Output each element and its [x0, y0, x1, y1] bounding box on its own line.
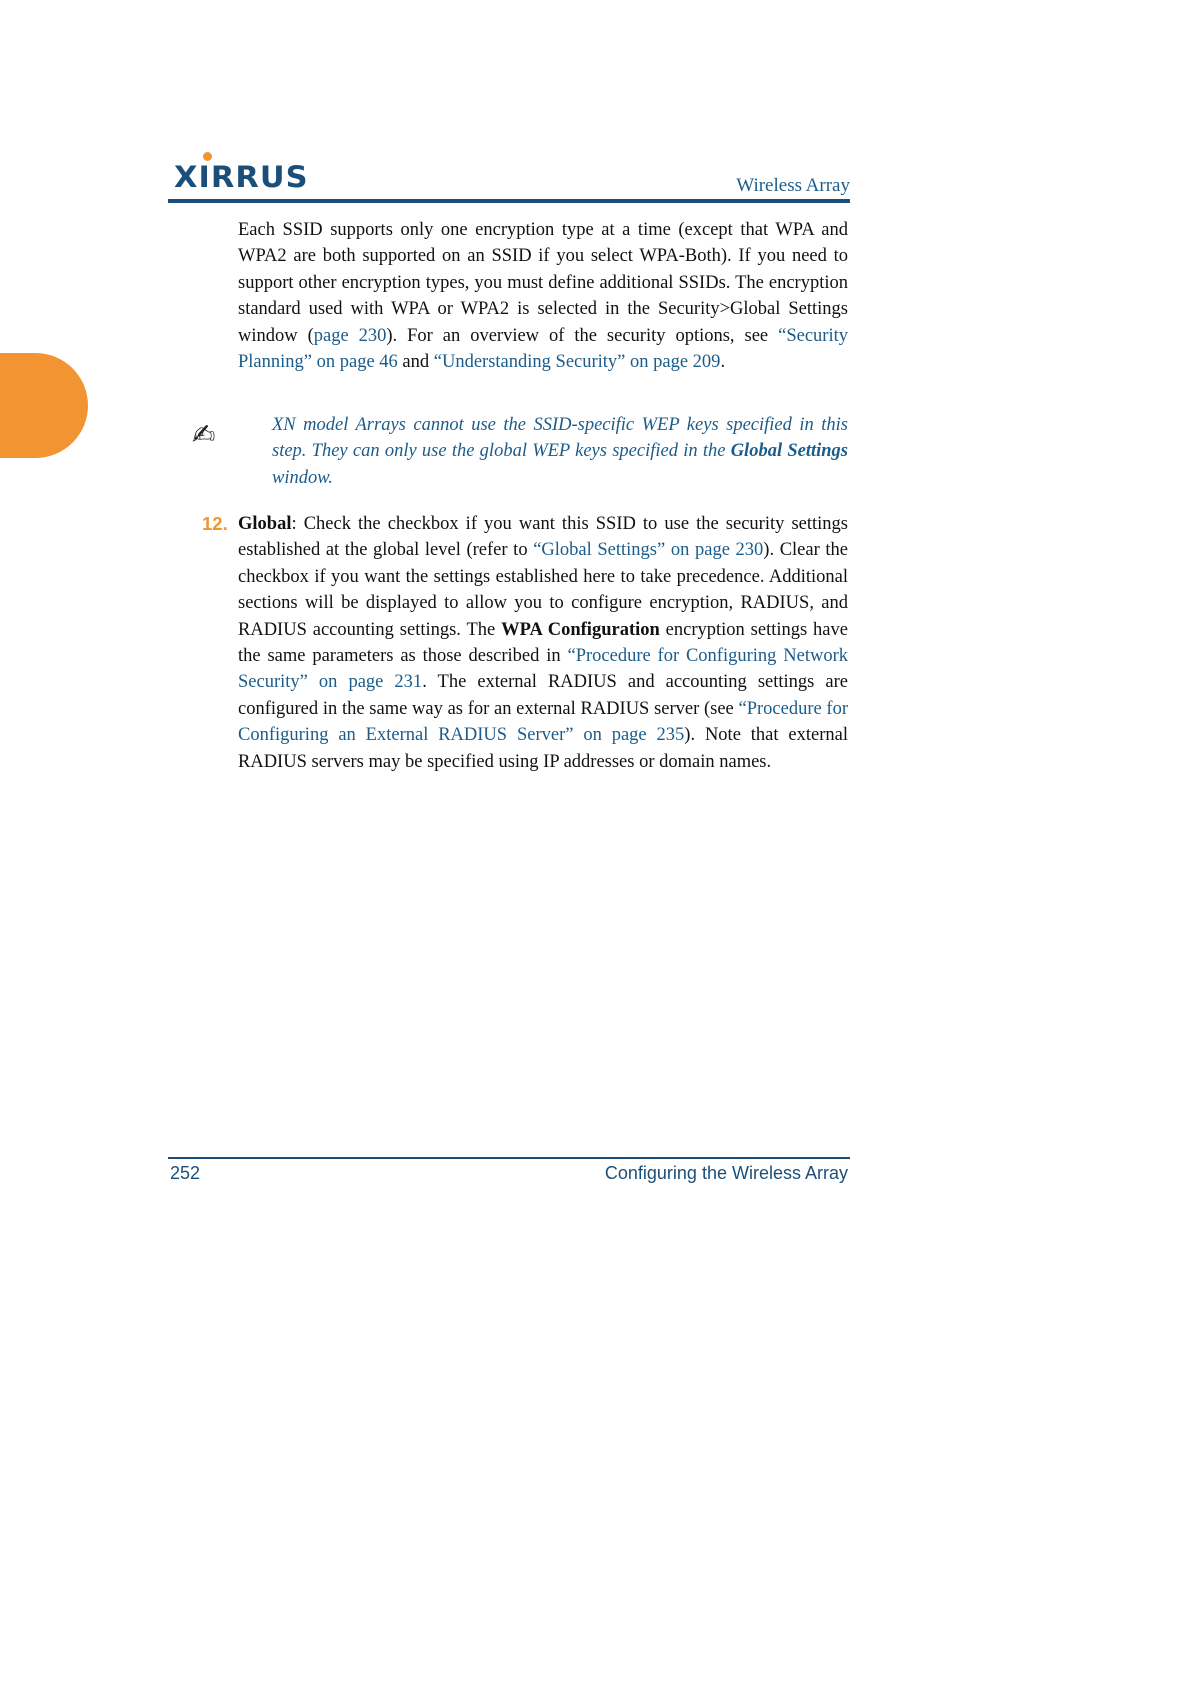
link-understanding-security[interactable]: “Understanding Security” on page 209 [433, 352, 721, 373]
link-page-230[interactable]: page 230 [313, 325, 387, 346]
link-configuring-network-security[interactable]: “Procedure for Configuring Network Security” on page 231 [238, 646, 848, 693]
note-bold-global-settings: Global Settings [730, 441, 848, 462]
step-paragraph: Global: Check the checkbox if you want this SSID to use the security settings established at the global level (refer to “Global Settings” on page 230). Clear the checkbox if you want the settings established here to take precedence. Additional sections will be displayed to allow you to configure encryption, RADIUS, and RADIUS accounting settings. The WPA Configuration encryption settings have the same parameters as those described in “Procedure for Configuring Network Security” on page 231. The external RADIUS and accounting settings are configured in the same way as for an external RADIUS server (see “Procedure for Configuring an External RADIUS Server” on page 235). Note that external RADIUS servers may be specified using IP addresses or domain names. [238, 514, 848, 772]
note-text: XN model Arrays cannot use the SSID-specific WEP keys specified in this step. They can only use the global WEP keys specified in the Global Settings window. [272, 415, 848, 488]
step-label: Global [238, 514, 292, 534]
wpa-configuration-label: WPA Configuration [501, 619, 660, 640]
intro-paragraph: Each SSID supports only one encryption type at a time (except that WPA and WPA2 are both supported on an SSID if you select WPA-Both). If you need to support other encryption types, you must define additional SSIDs. The encryption standard used with WPA or WPA2 is selected in the Security>Global Settings window (page 230). For an overview of the security options, see “Security Planning” on page 46 and “Understanding Security” on page 209. [238, 220, 848, 373]
header-section-title: Wireless Array [736, 175, 850, 196]
xirrus-logo [174, 148, 314, 198]
chapter-side-tab [0, 353, 88, 458]
link-external-radius-server[interactable]: “Procedure for Configuring an External RADIUS Server” on page 235 [238, 698, 848, 746]
logo-text: XIRRUS [174, 160, 309, 194]
footer-rule [168, 1157, 850, 1159]
page-number: 252 [170, 1163, 201, 1183]
link-global-settings[interactable]: “Global Settings” on page 230 [533, 540, 764, 561]
footer-chapter-title: Configuring the Wireless Array [604, 1163, 848, 1183]
header-rule [168, 199, 850, 203]
note-pencil-icon: ✍ [192, 418, 216, 451]
link-security-planning[interactable]: “Security Planning” on page 46 [238, 325, 848, 373]
step-number: 12. [202, 513, 228, 534]
